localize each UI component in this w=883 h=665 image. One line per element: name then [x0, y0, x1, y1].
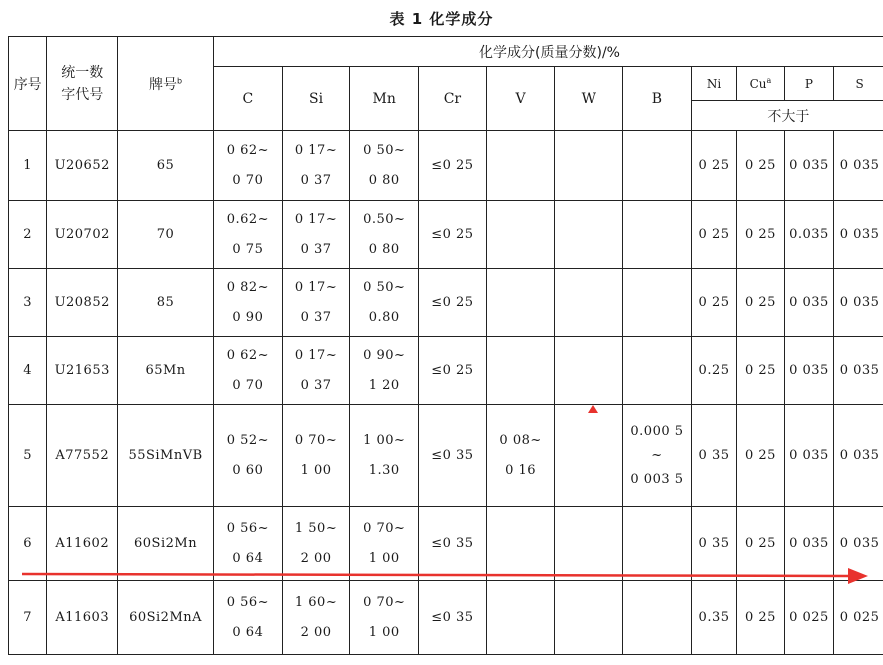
cell-mn [350, 581, 419, 655]
header-element-mn: Mn [350, 67, 419, 131]
header-cu-sup: a [766, 76, 772, 85]
cell-s: 0 035 [834, 337, 883, 405]
cell-w [555, 507, 623, 581]
cell-ni: 0 35 [691, 405, 736, 507]
cell-ni: 0 35 [691, 507, 736, 581]
cell-p: 0 035 [784, 405, 833, 507]
cell-c [214, 405, 283, 507]
cell-si-from: 0 17~ [294, 279, 338, 295]
cell-mn-to: 1.30 [368, 462, 400, 478]
header-element-si: Si [282, 67, 350, 131]
header-element-ni: Ni [691, 67, 736, 101]
cell-mn-from: 0 50~ [363, 279, 406, 295]
cell-cu: 0 25 [737, 131, 784, 201]
cell-mn-to: 0.80 [368, 309, 400, 325]
cell-s: 0 035 [834, 131, 883, 201]
cell-v [486, 581, 555, 655]
cell-b [623, 337, 692, 405]
cell-seq: 7 [9, 581, 47, 655]
cell-grade: 70 [118, 201, 214, 269]
cell-mn-to: 1 00 [368, 550, 400, 566]
cell-c [214, 507, 283, 581]
header-code-line1: 统一数 [61, 64, 104, 81]
cell-mn-from: 0.50~ [363, 211, 406, 227]
cell-v [486, 507, 555, 581]
cell-p: 0 025 [784, 581, 833, 655]
cell-c [214, 337, 283, 405]
header-code [47, 37, 118, 131]
cell-mn-from: 0 90~ [363, 347, 406, 363]
cell-c-from: 0 56~ [226, 594, 270, 610]
cell-b [623, 405, 692, 507]
cell-b [623, 581, 692, 655]
cell-c-from: 0 56~ [226, 520, 270, 536]
cell-code: U20702 [47, 201, 118, 269]
cell-mn-to: 1 20 [368, 377, 400, 393]
cell-w [555, 131, 623, 201]
cell-cu: 0 25 [737, 581, 784, 655]
cell-seq: 5 [9, 405, 47, 507]
cell-v-to: 0 16 [505, 462, 537, 478]
cell-p: 0 035 [784, 269, 833, 337]
cell-s: 0 035 [834, 405, 883, 507]
cell-si [282, 201, 350, 269]
cell-seq: 1 [9, 131, 47, 201]
cell-c [214, 131, 283, 201]
header-element-b: B [623, 67, 692, 131]
cell-cu: 0 25 [737, 507, 784, 581]
cell-v [486, 269, 555, 337]
cell-si-to: 2 00 [300, 550, 332, 566]
cell-si-to: 2 00 [300, 624, 332, 640]
cell-v [486, 337, 555, 405]
cell-grade: 60Si2Mn [118, 507, 214, 581]
cell-cr: ≤0 25 [419, 269, 487, 337]
cell-si-from: 1 60~ [294, 594, 338, 610]
cell-mn-from: 0 50~ [363, 142, 406, 158]
cell-si-to: 0 37 [300, 241, 332, 257]
cell-seq: 3 [9, 269, 47, 337]
table-row [9, 201, 883, 269]
header-element-cr: Cr [419, 67, 487, 131]
cell-w [555, 269, 623, 337]
cell-grade: 65Mn [118, 337, 214, 405]
cell-si-from: 1 50~ [294, 520, 338, 536]
table-row [9, 507, 883, 581]
cell-cu: 0 25 [737, 269, 784, 337]
cell-code: A77552 [47, 405, 118, 507]
header-code-line2: 字代号 [61, 86, 104, 103]
chemical-composition-table [8, 36, 883, 655]
cell-si [282, 131, 350, 201]
cell-c-to: 0 64 [232, 550, 264, 566]
cell-mn-from: 1 00~ [363, 432, 406, 448]
cell-mn-to: 1 00 [368, 624, 400, 640]
cell-c [214, 269, 283, 337]
table-row [9, 405, 883, 507]
cell-v [486, 131, 555, 201]
cell-c-to: 0 70 [232, 377, 264, 393]
cell-mn [350, 269, 419, 337]
cell-w [555, 337, 623, 405]
cell-si-from: 0 17~ [294, 211, 338, 227]
cell-code: U21653 [47, 337, 118, 405]
header-seq: 序号 [9, 37, 47, 131]
cell-ni: 0 25 [691, 201, 736, 269]
cell-b-to: 0 003 5 [630, 471, 684, 487]
header-element-s: S [834, 67, 883, 101]
cell-grade: 85 [118, 269, 214, 337]
cell-cu: 0 25 [737, 201, 784, 269]
cell-si-from: 0 17~ [294, 142, 338, 158]
cell-mn [350, 201, 419, 269]
cell-seq: 2 [9, 201, 47, 269]
cell-s: 0 035 [834, 269, 883, 337]
header-cu-label: Cu [749, 77, 767, 91]
header-element-cu [737, 67, 784, 101]
cell-si [282, 269, 350, 337]
cell-p: 0 035 [784, 337, 833, 405]
cell-mn-from: 0 70~ [363, 520, 406, 536]
table-row [9, 131, 883, 201]
cell-cr: ≤0 35 [419, 581, 487, 655]
cell-grade: 55SiMnVB [118, 405, 214, 507]
cell-seq: 4 [9, 337, 47, 405]
cell-cr: ≤0 35 [419, 507, 487, 581]
cell-mn [350, 131, 419, 201]
cell-grade: 60Si2MnA [118, 581, 214, 655]
cell-b-sep: ~ [651, 447, 663, 463]
cell-si-to: 1 00 [300, 462, 332, 478]
cell-v [486, 201, 555, 269]
cell-c-from: 0 62~ [226, 347, 270, 363]
header-grade [118, 37, 214, 131]
cell-code: U20652 [47, 131, 118, 201]
cell-c-from: 0 82~ [226, 279, 270, 295]
header-element-p: P [784, 67, 833, 101]
cell-c-to: 0 60 [232, 462, 264, 478]
cell-si [282, 405, 350, 507]
cell-v [486, 405, 555, 507]
cell-cr: ≤0 25 [419, 337, 487, 405]
cell-b-from: 0.000 5 [630, 423, 684, 439]
cell-b [623, 131, 692, 201]
header-element-v: V [486, 67, 555, 131]
cell-b [623, 269, 692, 337]
cell-mn [350, 337, 419, 405]
cell-c [214, 581, 283, 655]
cell-si-to: 0 37 [300, 309, 332, 325]
cell-p: 0 035 [784, 507, 833, 581]
cell-code: U20852 [47, 269, 118, 337]
table-row [9, 581, 883, 655]
cell-s: 0 035 [834, 201, 883, 269]
cell-cu: 0 25 [737, 405, 784, 507]
cell-mn-from: 0 70~ [363, 594, 406, 610]
cell-s: 0 025 [834, 581, 883, 655]
cell-cu: 0 25 [737, 337, 784, 405]
cell-si [282, 581, 350, 655]
cell-grade: 65 [118, 131, 214, 201]
table-row [9, 337, 883, 405]
cell-ni: 0 25 [691, 131, 736, 201]
cell-c-to: 0 70 [232, 172, 264, 188]
cell-code: A11602 [47, 507, 118, 581]
cell-c-to: 0 90 [232, 309, 264, 325]
cell-cr: ≤0 35 [419, 405, 487, 507]
header-element-c: C [214, 67, 283, 131]
cell-v-from: 0 08~ [499, 432, 542, 448]
cell-si [282, 507, 350, 581]
cell-b [623, 507, 692, 581]
cell-cr: ≤0 25 [419, 131, 487, 201]
cell-c-from: 0.62~ [226, 211, 270, 227]
header-composition: 化学成分(质量分数)/% [214, 37, 883, 67]
header-not-more-than: 不大于 [691, 101, 883, 131]
cell-si [282, 337, 350, 405]
cell-si-to: 0 37 [300, 377, 332, 393]
header-grade-label: 牌号 [149, 76, 178, 93]
cell-w [555, 405, 623, 507]
cell-c-to: 0 75 [232, 241, 264, 257]
cell-s: 0 035 [834, 507, 883, 581]
cell-mn-to: 0 80 [368, 172, 400, 188]
cell-mn [350, 405, 419, 507]
cell-w [555, 201, 623, 269]
table-row [9, 269, 883, 337]
cell-mn-to: 0 80 [368, 241, 400, 257]
header-element-w: W [555, 67, 623, 131]
cell-c-from: 0 52~ [226, 432, 270, 448]
cell-si-from: 0 70~ [294, 432, 338, 448]
cell-c-from: 0 62~ [226, 142, 270, 158]
cell-mn [350, 507, 419, 581]
header-grade-sup: b [177, 75, 183, 85]
cell-cr: ≤0 25 [419, 201, 487, 269]
cell-seq: 6 [9, 507, 47, 581]
cell-si-to: 0 37 [300, 172, 332, 188]
cell-c [214, 201, 283, 269]
cell-code: A11603 [47, 581, 118, 655]
cell-ni: 0.35 [691, 581, 736, 655]
cell-ni: 0 25 [691, 269, 736, 337]
table-title: 表 1 化学成分 [389, 10, 494, 28]
cell-b [623, 201, 692, 269]
cell-w [555, 581, 623, 655]
cell-si-from: 0 17~ [294, 347, 338, 363]
cell-p: 0 035 [784, 131, 833, 201]
cell-c-to: 0 64 [232, 624, 264, 640]
cell-p: 0.035 [784, 201, 833, 269]
cell-ni: 0.25 [691, 337, 736, 405]
